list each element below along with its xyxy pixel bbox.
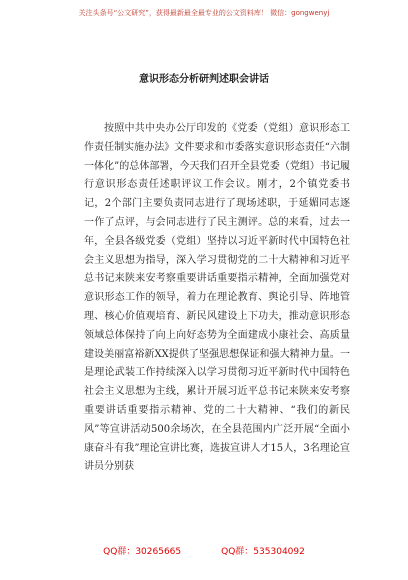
header-promo-note: 关注头条号“公文研究”，获得最新最全最专业的公文资料库！ 微信：gongwenyj [78, 9, 330, 17]
footer-qq-group-1: QQ群：30265665 [103, 547, 182, 557]
document-title: 意识形态分析研判述职会讲话 [139, 74, 269, 85]
body-paragraph: 按照中共中央办公厅印发的《党委（党组）意识形态工作责任制实施办法》文件要求和市委落实意识形态责任“六制一体化”的总体部署，今天我们召开全县党委（党组）书记履行意识形态责任述职评议工作会议。刚才，2个镇党委书记，2个部门主要负责同志进行了现场述职，于延媚同志逐一作了点评，与会同志进行了民主测评。总的来看，过去一年，全县各级党委（党组）坚持以习近平新时代中国特色社会主义思想为指导，深入学习贯彻党的二十大精神和习近平总书记来陕来安考察重要讲话重要指示精神，全面加强党对意识形态工作的领导，着力在理论教育、舆论引导、阵地管理、核心价值观培育、新民风建设上下功夫，推动意识形态领域总体保持了向上向好态势为全面建成小康社会、高质量建设美丽富裕新XX提供了坚强思想保证和强大精神力量。一是理论武装工作持续深入以学习贯彻习近平新时代中国特色社会主义思想为主线，累计开展习近平总书记来陕来安考察重要讲话重要指示精神、党的二十大精神、“我们的新民风”等宣讲活动500余场次，在全县范围内广泛开展“全面小康奋斗有我”理论宣讲比赛，选拔宣讲人才15人，3名理论宣讲员分别获 [84, 123, 350, 473]
footer-contact [0, 544, 408, 557]
footer-qq-group-2: QQ群：535304092 [221, 547, 305, 557]
